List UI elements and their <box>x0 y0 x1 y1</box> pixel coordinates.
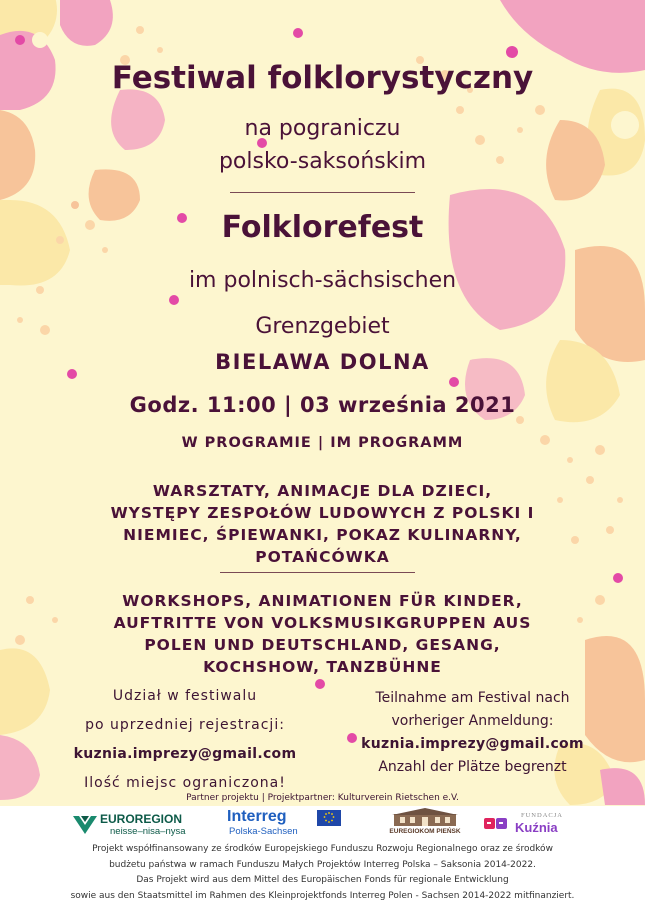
decorative-dot <box>102 247 108 253</box>
registration-de-email[interactable]: kuznia.imprezy@gmail.com <box>361 736 584 752</box>
registration-pl-line-1: Udział w festiwalu <box>112 688 258 704</box>
program-pl <box>0 480 645 568</box>
event-datetime: Godz. 11:00 | 03 września 2021 <box>129 393 516 417</box>
kuznia-label: Kuźnia <box>515 820 558 835</box>
euregiokom-name: EUREGIOKOM PIEŃSK <box>389 828 461 835</box>
decorative-dot <box>136 26 144 34</box>
registration-de <box>335 687 610 779</box>
kuznia-mark-icon <box>483 814 509 836</box>
registration-de-note: Anzahl der Plätze begrenzt <box>378 759 567 775</box>
project-partner: Partner projektu | Projektpartner: Kulturverein Rietschen e.V. <box>186 793 459 803</box>
subtitle-pl-line-2: polsko-saksońskim <box>218 149 427 174</box>
eu-flag-icon <box>317 810 341 826</box>
registration-pl-line-2: po uprzedniej rejestracji: <box>85 717 285 733</box>
fundacja-kuznia-logo <box>483 812 578 838</box>
event-place: BIELAWA DOLNA <box>215 350 430 374</box>
interreg-subname: Polska-Sachsen <box>229 826 298 837</box>
sponsor-footer <box>0 806 645 911</box>
decorative-dot <box>567 457 573 463</box>
festival-subtitle-pl <box>0 112 645 178</box>
registration-pl <box>40 682 330 798</box>
divider-program <box>220 572 415 573</box>
registration-pl-note: Ilość miejsc ograniczona! <box>84 775 286 791</box>
program-de-line: POLEN UND DEUTSCHLAND, GESANG, <box>144 636 501 654</box>
subtitle-de-line-1: im polnisch-sächsischen <box>188 268 457 293</box>
euregiokom-logo <box>385 808 465 840</box>
program-de <box>0 590 645 678</box>
subtitle-pl-line-1: na pograniczu <box>244 116 401 141</box>
program-pl-line: NIEMIEC, ŚPIEWANKI, POKAZ KULINARNY, <box>123 526 522 544</box>
registration-de-line-1: Teilnahme am Festival nach <box>375 690 570 706</box>
registration-de-line-2: vorheriger Anmeldung: <box>391 713 554 729</box>
decorative-dot <box>157 47 163 53</box>
registration-pl-email[interactable]: kuznia.imprezy@gmail.com <box>73 746 297 762</box>
decorative-dot <box>613 573 623 583</box>
program-pl-line: WARSZTATY, ANIMACJE DLA DZIECI, <box>152 482 493 500</box>
funding-line: budżetu państwa w ramach Funduszu Małych Projektów Interreg Polska – Saksonia 2014-2022. <box>109 859 536 870</box>
funding-line: Projekt współfinansowany ze środków Europejskiego Funduszu Rozwoju Regionalnego oraz ze środków <box>92 844 553 854</box>
decorative-dot <box>15 35 25 45</box>
divider-top <box>230 192 415 193</box>
decorative-dot <box>293 28 303 38</box>
euroregion-name: EUROREGION <box>100 812 183 826</box>
festival-subtitle-de <box>0 258 645 350</box>
decorative-dot <box>516 416 524 424</box>
program-pl-line: POTAŃCÓWKA <box>255 548 390 566</box>
subtitle-de-line-2: Grenzgebiet <box>255 314 390 339</box>
program-de-line: WORKSHOPS, ANIMATIONEN FÜR KINDER, <box>122 592 523 610</box>
eu-stars-icon <box>317 810 341 826</box>
funding-line: sowie aus den Staatsmittel im Rahmen des Kleinprojektfonds Interreg Polen - Sachsen 2014-2022 mitfinanziert. <box>70 890 575 901</box>
program-heading: W PROGRAMIE | IM PROGRAMM <box>181 435 464 451</box>
decorative-dot <box>449 377 459 387</box>
festival-title-pl: Festiwal folklorystyczny <box>111 60 534 96</box>
interreg-name: Interreg <box>227 808 287 825</box>
interreg-logo <box>225 808 345 840</box>
sponsor-logos <box>0 806 645 840</box>
program-pl-line: WYSTĘPY ZESPOŁÓW LUDOWYCH Z POLSKI I <box>110 504 535 522</box>
program-de-line: KOCHSHOW, TANZBÜHNE <box>203 658 442 676</box>
funding-line: Das Projekt wird aus dem Mittel des Europäischen Fonds für regionale Entwicklung <box>136 875 509 885</box>
program-de-line: AUFTRITTE VON VOLKSMUSIKGRUPPEN AUS <box>113 614 532 632</box>
decorative-dot <box>71 201 79 209</box>
fundacja-label: FUNDACJA <box>521 812 563 819</box>
building-icon <box>390 808 460 826</box>
festival-title-de: Folklorefest <box>221 210 424 245</box>
funding-note <box>0 842 645 904</box>
euroregion-logo <box>72 811 202 839</box>
euroregion-subname: neisse–nisa–nysa <box>110 826 186 837</box>
euroregion-mark-icon <box>72 812 98 838</box>
decorative-dot <box>506 46 518 58</box>
